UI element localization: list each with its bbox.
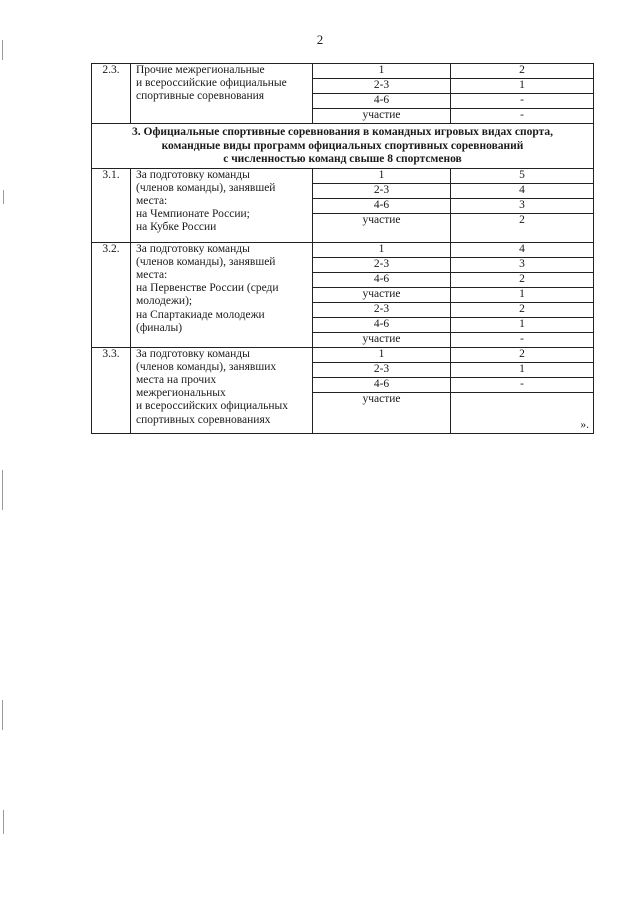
place-cell: участие — [313, 213, 451, 242]
points-cell: - — [451, 109, 594, 124]
place-cell: 2-3 — [313, 257, 451, 272]
row-number: 3.2. — [92, 242, 131, 347]
description-line: (членов команды), занявшей — [136, 181, 276, 194]
table-row — [92, 242, 594, 257]
description-line: молодежи); — [136, 295, 193, 308]
description-line: За подготовку команды — [136, 347, 250, 360]
place-cell: 4-6 — [313, 272, 451, 287]
points-cell: 2 — [451, 302, 594, 317]
description-line: (членов команды), занявшей — [136, 255, 276, 268]
page-number: 2 — [316, 32, 324, 47]
points-table-grid — [91, 63, 594, 434]
table-row — [92, 347, 594, 362]
row-number: 3.1. — [92, 168, 131, 242]
points-cell: - — [451, 94, 594, 109]
points-cell: 5 — [451, 168, 594, 183]
description-line: спортивных соревнованиях — [136, 413, 271, 426]
place-cell: 4-6 — [313, 377, 451, 392]
points-cell: 1 — [451, 79, 594, 94]
place-cell: 2-3 — [313, 79, 451, 94]
place-cell: 1 — [313, 347, 451, 362]
section-heading — [92, 124, 594, 169]
place-cell: 2-3 — [313, 183, 451, 198]
row-description — [131, 347, 313, 433]
place-cell: 1 — [313, 168, 451, 183]
scan-artifact — [3, 190, 4, 204]
points-cell: 2 — [451, 64, 594, 79]
points-cell: 1 — [451, 287, 594, 302]
description-line: на Чемпионате России; — [136, 208, 250, 221]
points-cell — [451, 392, 594, 433]
points-cell: 4 — [451, 183, 594, 198]
table-row — [92, 168, 594, 183]
points-cell: 2 — [451, 347, 594, 362]
description-line: на Первенстве России (среди — [136, 282, 279, 295]
row-number: 2.3. — [92, 64, 131, 124]
description-line: Прочие межрегиональные — [136, 64, 265, 76]
place-cell: участие — [313, 332, 451, 347]
scan-artifact — [2, 700, 3, 730]
description-line: (финалы) — [136, 321, 183, 334]
scan-artifact — [2, 470, 3, 510]
description-line: на Спартакиаде молодежи — [136, 308, 265, 321]
points-cell: 3 — [451, 198, 594, 213]
description-line: и всероссийских официальных — [136, 400, 288, 413]
scan-artifact — [2, 40, 3, 60]
description-line: места: — [136, 194, 168, 207]
description-line: и всероссийские официальные — [136, 77, 287, 90]
description-line: За подготовку команды — [136, 242, 250, 255]
place-cell: участие — [313, 287, 451, 302]
closing-quote-mark: ». — [580, 419, 589, 432]
section-heading-line: 3. Официальные спортивные соревнования в командных игровых видах спорта, — [132, 126, 553, 138]
section-heading-line: с численностью команд свыше 8 спортсменов — [223, 153, 462, 165]
place-cell: 1 — [313, 242, 451, 257]
points-cell: 1 — [451, 362, 594, 377]
description-line: на Кубке России — [136, 221, 217, 234]
description-line: (членов команды), занявших — [136, 360, 277, 373]
points-cell: - — [451, 332, 594, 347]
section-heading-line: командные виды программ официальных спортивных соревнований — [161, 139, 524, 152]
place-cell: 2-3 — [313, 362, 451, 377]
place-cell: 4-6 — [313, 94, 451, 109]
points-cell: 2 — [451, 272, 594, 287]
place-cell: 1 — [313, 64, 451, 79]
description-line: места на прочих — [136, 373, 217, 386]
table-row — [92, 64, 594, 79]
place-cell: участие — [313, 109, 451, 124]
points-table — [91, 63, 593, 434]
description-line: спортивные соревнования — [136, 90, 265, 103]
points-cell: 2 — [451, 213, 594, 242]
row-number: 3.3. — [92, 347, 131, 433]
section-heading-row — [92, 124, 594, 169]
place-cell: участие — [313, 392, 451, 433]
scan-artifact — [3, 810, 4, 834]
place-cell: 2-3 — [313, 302, 451, 317]
row-description — [131, 168, 313, 242]
points-cell: - — [451, 377, 594, 392]
points-cell: 4 — [451, 242, 594, 257]
place-cell: 4-6 — [313, 198, 451, 213]
description-line: межрегиональных — [136, 387, 226, 400]
description-line: За подготовку команды — [136, 168, 250, 181]
row-description — [131, 242, 313, 347]
place-cell: 4-6 — [313, 317, 451, 332]
description-line: места: — [136, 268, 168, 281]
points-cell: 3 — [451, 257, 594, 272]
row-description — [131, 64, 313, 124]
points-cell: 1 — [451, 317, 594, 332]
